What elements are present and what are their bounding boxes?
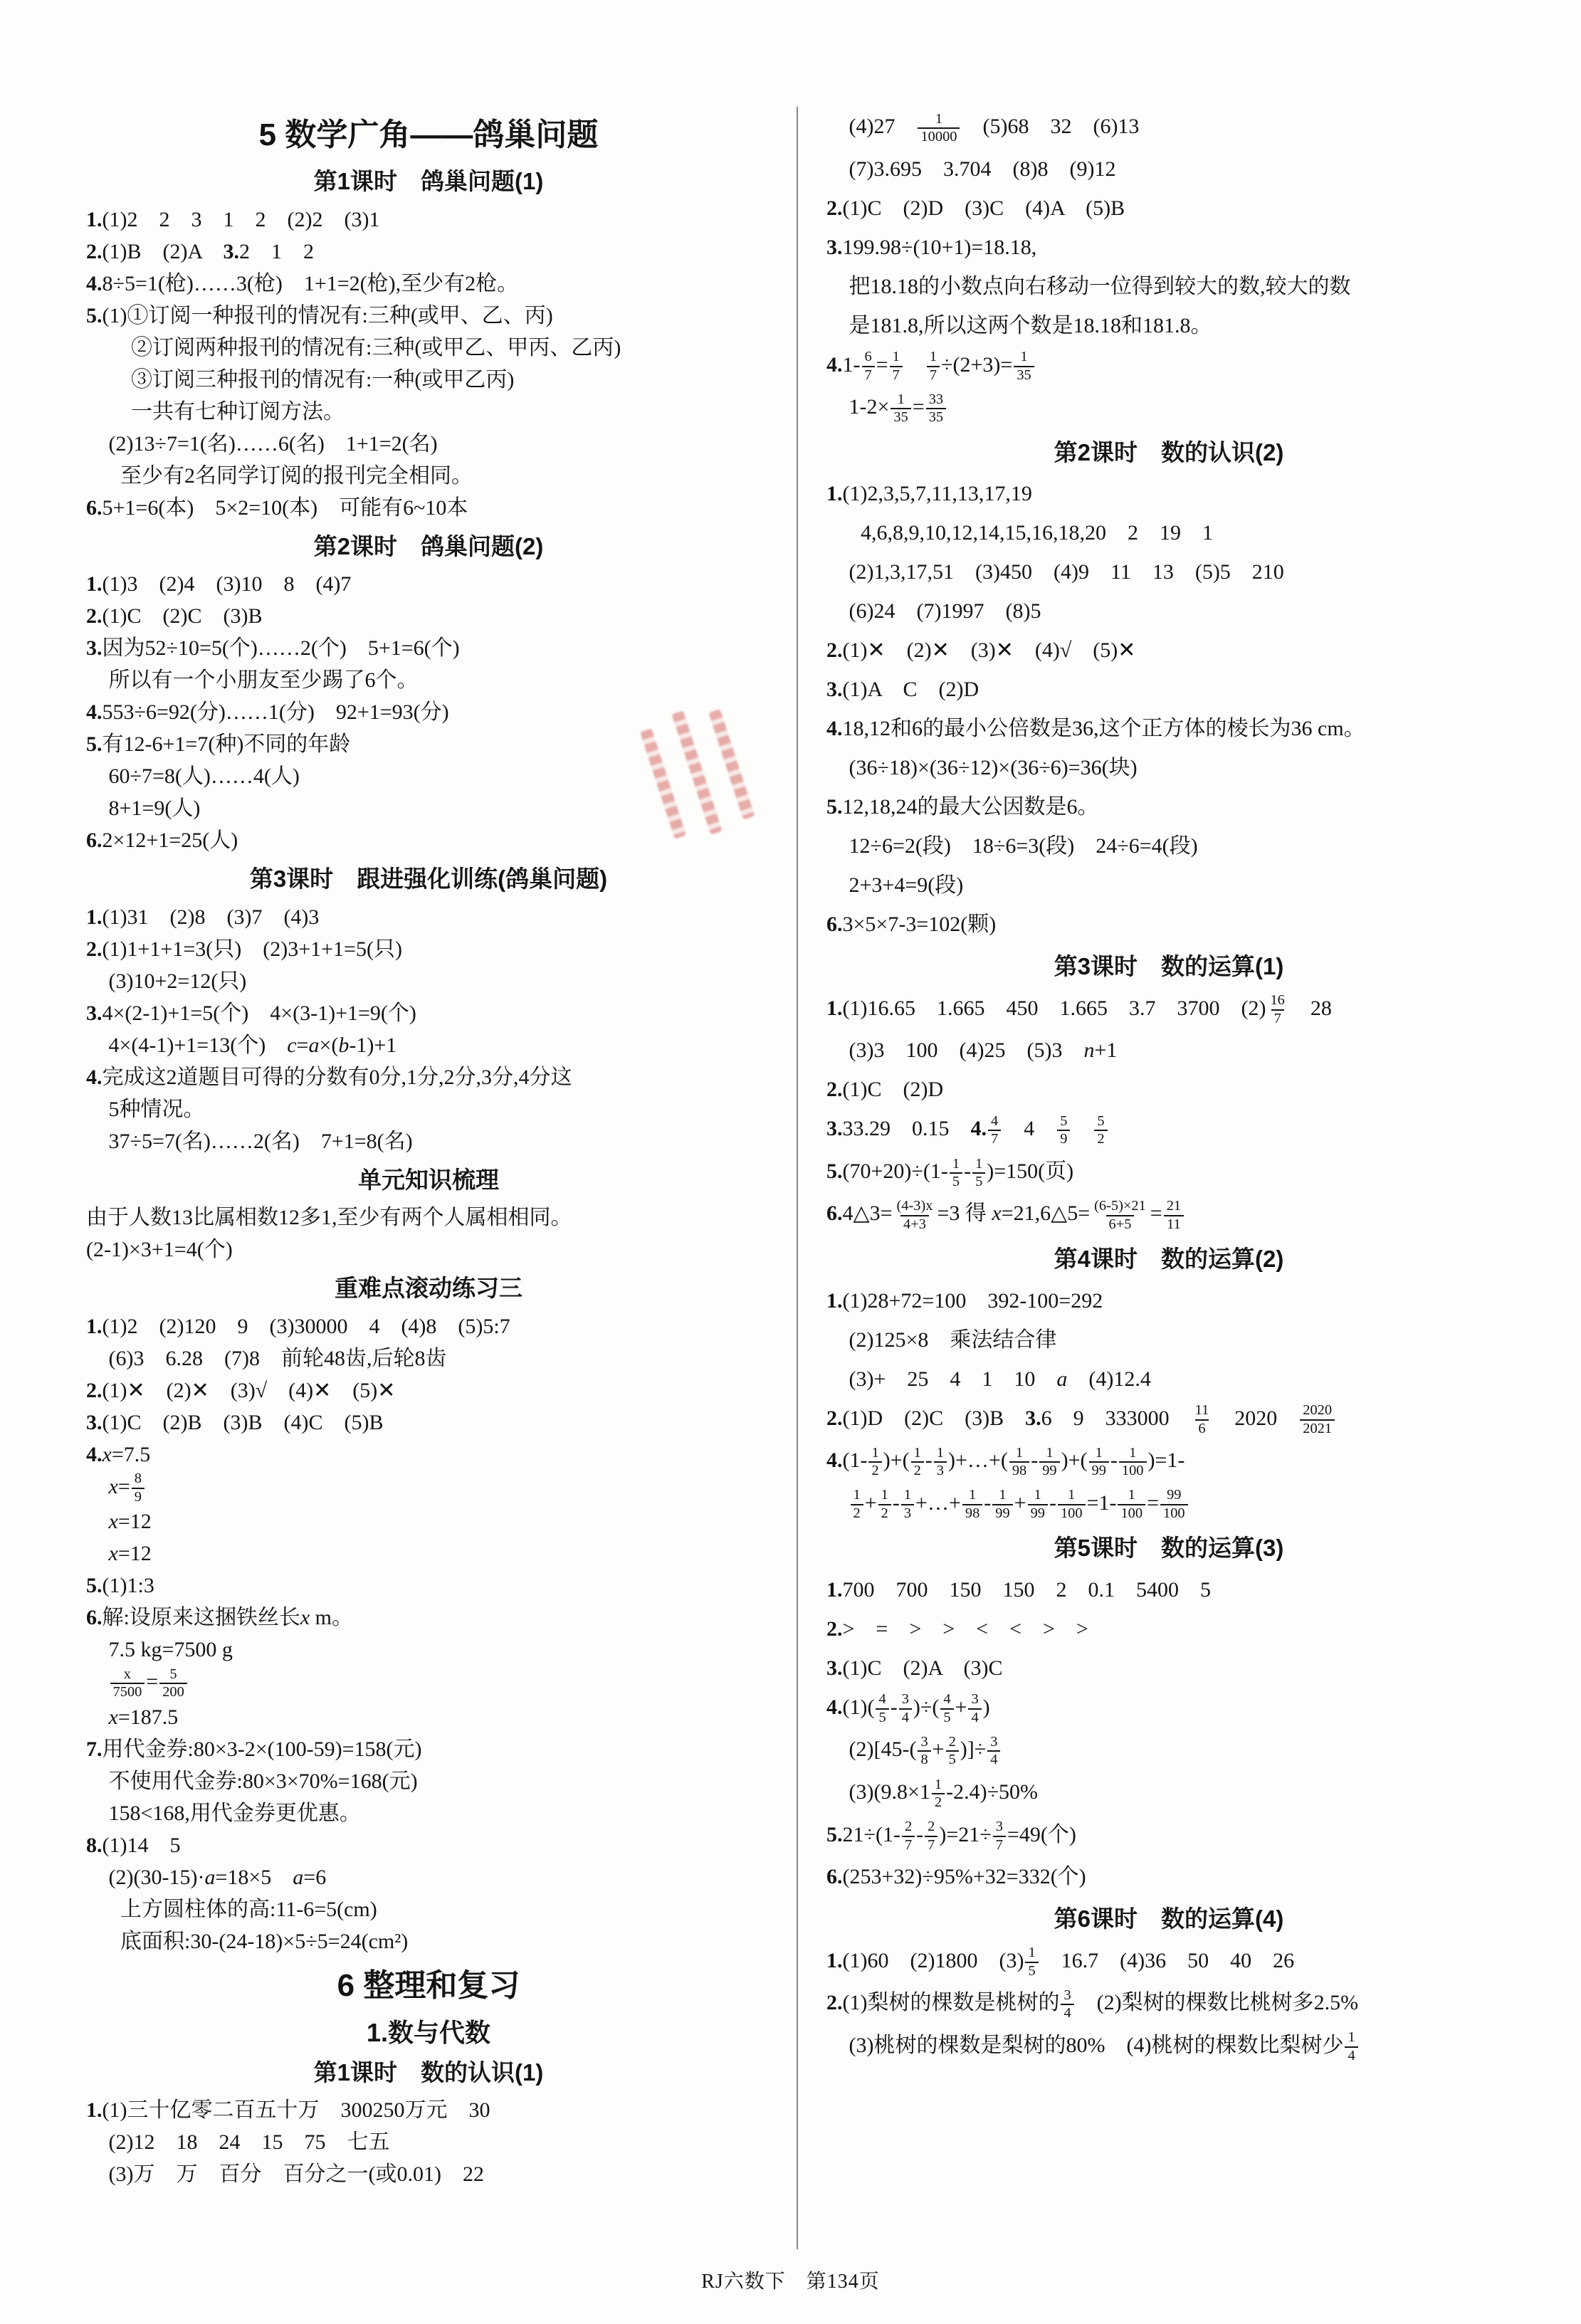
item-number: 1. [86, 207, 103, 231]
item-number: 6. [826, 1202, 843, 1226]
fraction: $\frac{(4-3)x}{4+3}$ [896, 1198, 933, 1232]
answer-line: (2-1)×3+1=4(个) [86, 1238, 233, 1262]
math-variable: x [108, 1705, 118, 1729]
item-number: 6. [86, 1606, 103, 1630]
answer-line: x=187.5 [108, 1705, 179, 1729]
fraction: $\frac{2020}{2021}$ [1300, 1402, 1335, 1437]
answer-line: 8+1=9(人) [108, 796, 201, 821]
item-number: 3. [826, 1117, 843, 1141]
fraction: $\frac{1}{5}$ [950, 1156, 962, 1191]
answer-line: $\frac{1}{2}$ + $\frac{1}{2}$ - $\frac{1}{3}$ +…+ $\frac{1}{98}$ - $\frac{1}{99}$ + $\frac{1}{99}$ - $\frac{1}{100}$ =1- $\frac{1}{100}$ = $\frac{99}{100}$ [826, 1483, 1511, 1526]
fraction: $\frac{1}{100}$ [1119, 1445, 1147, 1480]
fraction: $\frac{1}{35}$ [891, 391, 910, 426]
answer-line: 2.(1)✕ (2)✕ (3)√ (4)✕ (5)✕ [86, 1378, 396, 1402]
section-heading: 重难点滚动练习三 [335, 1275, 522, 1302]
answer-line: 3.(1)C (2)B (3)B (4)C (5)B [86, 1410, 384, 1434]
answer-line: 1.700 700 150 150 2 0.1 5400 5 [826, 1577, 1211, 1602]
math-variable: b [338, 1033, 350, 1057]
section-heading: 第4课时 数的运算(2) [1054, 1246, 1284, 1273]
fraction: $\frac{1}{3}$ [901, 1487, 914, 1522]
section-heading: 第2课时 数的认识(2) [1054, 438, 1284, 466]
fraction: $\frac{4}{5}$ [940, 1691, 953, 1726]
answer-line: 12÷6=2(段) 18÷6=3(段) 24÷6=4(段) [849, 834, 1198, 858]
answer-line: (3)万 万 百分 百分之一(或0.01) 22 [108, 2162, 484, 2187]
section-heading: 第3课时 跟进强化训练(鸽巢问题) [249, 866, 608, 893]
answer-line: 3.(1)C (2)A (3)C [826, 1656, 1003, 1680]
answer-line: 2.(1)B (2)A 3.2 1 2 [86, 239, 314, 263]
fraction: $\frac{1}{3}$ [934, 1445, 947, 1480]
fraction: $\frac{1}{2}$ [932, 1777, 945, 1812]
item-number: 4. [826, 1695, 843, 1719]
answer-line: 4.(1)( $\frac{4}{5}$ - $\frac{3}{4}$ )÷( $\frac{4}{5}$ + $\frac{3}{4}$ ) [826, 1691, 990, 1725]
chapter-heading: 6 整理和复习 [337, 1967, 520, 2003]
item-number: 1. [86, 2098, 103, 2123]
fraction: $\frac{1}{98}$ [1009, 1445, 1029, 1480]
item-number: 4. [86, 1065, 103, 1089]
math-variable: n [1083, 1039, 1095, 1063]
item-number: 1. [826, 482, 843, 506]
fraction: $\frac{3}{4}$ [1061, 1987, 1073, 2022]
answer-line: 4.x=7.5 [86, 1442, 151, 1466]
answer-line: 5.(1)①订阅一种报刊的情况有:三种(或甲、乙、丙) [86, 303, 553, 327]
fraction: $\frac{2}{7}$ [925, 1819, 937, 1854]
item-number: 5. [86, 1574, 103, 1598]
math-variable: c [287, 1033, 297, 1057]
item-number: 1. [86, 1314, 103, 1338]
item-number: 5. [826, 1159, 843, 1183]
fraction: $\frac{1}{7}$ [927, 349, 940, 384]
answer-line: 6.解:设原来这捆铁丝长x m。 [86, 1606, 354, 1630]
answer-line: 所以有一个小朋友至少踢了6个。 [108, 668, 419, 693]
item-number: 2. [86, 239, 103, 263]
item-number: 6. [86, 829, 103, 853]
answer-line: 4.完成这2道题目可得的分数有0分,1分,2分,3分,4分这 [86, 1065, 572, 1089]
section-heading: 第6课时 数的运算(4) [1054, 1905, 1284, 1933]
item-number: 3. [223, 239, 239, 263]
answer-line: 7.5 kg=7500 g [108, 1638, 233, 1662]
column-left [75, 107, 797, 2249]
answer-line: (6)24 (7)1997 (8)5 [849, 599, 1041, 624]
math-variable: x [108, 1474, 118, 1498]
fraction: $\frac{1}{35}$ [1014, 349, 1034, 384]
fraction: $\frac{3}{4}$ [968, 1691, 981, 1726]
fraction: $\frac{5}{200}$ [159, 1666, 187, 1701]
item-number: 2. [86, 604, 103, 629]
fraction: $\frac{(6-5)\times 21}{6+5}$ [1094, 1198, 1146, 1232]
answer-line: 6.2×12+1=25(人) [86, 829, 238, 853]
fraction: $\frac{1}{100}$ [1058, 1487, 1086, 1522]
answer-line: 3.33.29 0.15 4. $\frac{4}{7}$ 4 $\frac{5}{9}$ $\frac{5}{2}$ [826, 1109, 1511, 1152]
item-number: 4. [86, 1442, 103, 1466]
answer-line: 158<168,用代金券更优惠。 [108, 1801, 361, 1825]
answer-line: 5.有12-6+1=7(种)不同的年龄 [86, 732, 351, 757]
fraction: $\frac{1}{2}$ [911, 1445, 924, 1480]
item-number: 1. [86, 572, 103, 596]
fraction: $\frac{1}{5}$ [972, 1156, 985, 1191]
answer-line: (3)3 100 (4)25 (5)3 n+1 [849, 1039, 1118, 1063]
subchapter-heading: 1.数与代数 [366, 2017, 491, 2047]
item-number: 3. [826, 1656, 843, 1680]
fraction: $\frac{21}{11}$ [1164, 1198, 1184, 1233]
fraction: $\frac{1}{2}$ [868, 1445, 881, 1480]
answer-line: 4.18,12和6的最小公倍数是36,这个正方体的棱长为36 cm。 [826, 717, 1365, 741]
answer-line: (7)3.695 3.704 (8)8 (9)12 [849, 157, 1116, 181]
answer-line: 5种情况。 [108, 1097, 205, 1121]
fraction: $\frac{1}{99}$ [1089, 1445, 1109, 1480]
item-number: 6. [826, 913, 843, 937]
section-heading: 第1课时 数的认识(1) [313, 2059, 544, 2086]
fraction: $\frac{4}{7}$ [988, 1113, 1001, 1148]
fraction: $\frac{5}{9}$ [1057, 1113, 1070, 1148]
answer-line: 1.(1)2 (2)120 9 (3)30000 4 (4)8 (5)5:7 [86, 1314, 510, 1338]
item-number: 1. [86, 905, 103, 929]
item-number: 4. [826, 352, 843, 377]
answer-line: 由于人数13比属相数12多1,至少有两个人属相相同。 [86, 1206, 572, 1230]
answer-line: (2)125×8 乘法结合律 [849, 1327, 1057, 1352]
answer-line: 2.> = > > < < > > [826, 1616, 1088, 1641]
item-number: 3. [86, 1410, 103, 1434]
answer-line: 至少有2名同学订阅的报刊完全相同。 [120, 463, 473, 488]
chapter-heading: 5 数学广角——鸽巢问题 [258, 117, 599, 152]
item-number: 3. [86, 636, 103, 661]
page-content [75, 107, 1518, 2249]
answer-line: 1.(1)2,3,5,7,11,13,17,19 [826, 482, 1032, 506]
answer-line: 2.(1)C (2)C (3)B [86, 604, 263, 629]
fraction: $\frac{6}{7}$ [862, 349, 875, 384]
answer-line: 2.(1)梨树的棵数是桃树的 $\frac{3}{4}$ (2)梨树的棵数比桃树多2.5% [826, 1987, 1359, 2021]
math-variable: a [293, 1865, 304, 1889]
answer-line: 5.12,18,24的最大公因数是6。 [826, 795, 1099, 819]
item-number: 4. [86, 271, 103, 295]
answer-line: 是181.8,所以这两个数是18.18和181.8。 [849, 313, 1212, 337]
section-heading: 第1课时 鸽巢问题(1) [313, 168, 544, 194]
item-number: 4. [826, 1448, 843, 1473]
item-number: 2. [826, 1991, 843, 2015]
fraction: $\frac{2}{5}$ [946, 1734, 959, 1769]
page-footer: RJ六数下 第134页 [701, 2271, 880, 2293]
item-number: 6. [86, 495, 103, 520]
answer-line: 3.(1)A C (2)D [826, 678, 979, 702]
answer-line: 2.(1)✕ (2)✕ (3)✕ (4)√ (5)✕ [826, 638, 1136, 663]
answer-line: 上方圆柱体的高:11-6=5(cm) [120, 1897, 377, 1921]
item-number: 2. [86, 1378, 103, 1402]
answer-line: 37÷5=7(名)……2(名) 7+1=8(名) [108, 1129, 413, 1153]
answer-line: (6)3 6.28 (7)8 前轮48齿,后轮8齿 [108, 1346, 447, 1370]
fraction: $\frac{1}{98}$ [962, 1487, 982, 1522]
answer-line: 底面积:30-(24-18)×5÷5=24(cm²) [120, 1929, 409, 1953]
math-variable: a [1056, 1367, 1068, 1391]
answer-line: (2)(30-15)·a=18×5 a=6 [108, 1865, 327, 1889]
item-number: 2. [826, 638, 843, 663]
answer-line: (2)1,3,17,51 (3)450 (4)9 11 13 (5)5 210 [849, 560, 1284, 584]
answer-line: 6.3×5×7-3=102(颗) [826, 913, 997, 937]
answer-line: 2.(1)1+1+1=3(只) (2)3+1+1=5(只) [86, 937, 402, 961]
item-number: 5. [86, 732, 103, 757]
section-heading: 第2课时 鸽巢问题(2) [313, 532, 544, 559]
fraction: $\frac{3}{8}$ [918, 1734, 930, 1769]
answer-line: 4.553÷6=92(分)……1(分) 92+1=93(分) [86, 700, 449, 725]
answer-line: 3.因为52÷10=5(个)……2(个) 5+1=6(个) [86, 636, 460, 661]
answer-line: x= $\frac{8}{9}$ [86, 1471, 771, 1506]
answer-line: 1.(1)2 2 3 1 2 (2)2 (3)1 [86, 207, 380, 231]
answer-line: 2+3+4=9(段) [849, 873, 964, 898]
answer-line: 1.(1)三十亿零二百五十万 300250万元 30 [86, 2098, 490, 2123]
fraction: $\frac{1}{99}$ [992, 1487, 1012, 1522]
fraction: $\frac{4}{5}$ [876, 1691, 888, 1726]
item-number: 4. [826, 717, 843, 741]
answer-line: 一共有七种订阅方法。 [131, 399, 345, 424]
answer-line: 把18.18的小数点向右移动一位得到较大的数,较大的数 [849, 274, 1351, 298]
answer-line: 2.(1)D (2)C (3)B 3.6 9 333000 $\frac{11}{6}$ 2020 $\frac{2020}{2021}$ [826, 1399, 1511, 1441]
answer-line: (36÷18)×(36÷12)×(36÷6)=36(块) [849, 756, 1138, 780]
fraction: $\frac{1}{99}$ [1039, 1445, 1059, 1480]
item-number: 4. [970, 1117, 987, 1141]
item-number: 3. [826, 235, 843, 259]
answer-line: x=12 [108, 1510, 152, 1534]
answer-line: $\frac{x}{7500}$ = $\frac{5}{200}$ [86, 1666, 771, 1701]
item-number: 3. [1025, 1406, 1041, 1430]
item-number: 8. [86, 1833, 103, 1857]
answer-line: 2.(1)C (2)D (3)C (4)A (5)B [826, 196, 1125, 220]
answer-line: 4.1- $\frac{6}{7}$ = $\frac{1}{7}$ $\frac{1}{7}$ ÷(2+3)= $\frac{1}{35}$ [826, 345, 1511, 388]
fraction: $\frac{x}{7500}$ [110, 1666, 145, 1701]
answer-line: 5.(70+20)÷(1- $\frac{1}{5}$ - $\frac{1}{5}$ )=150(页) [826, 1155, 1074, 1190]
answer-line: ③订阅三种报刊的情况有:一种(或甲乙丙) [131, 367, 515, 391]
math-variable: x [992, 1202, 1002, 1226]
math-variable: a [308, 1033, 320, 1057]
fraction: $\frac{3}{7}$ [993, 1819, 1006, 1854]
fraction: $\frac{99}{100}$ [1160, 1487, 1188, 1522]
item-number: 2. [826, 196, 843, 220]
item-number: 2. [86, 937, 103, 961]
fraction: $\frac{1}{5}$ [1025, 1945, 1038, 1979]
column-right [798, 107, 1518, 2249]
fraction: $\frac{33}{35}$ [926, 391, 946, 426]
math-variable: x [102, 1442, 112, 1466]
item-number: 5. [826, 795, 843, 819]
answer-line: (2)12 18 24 15 75 七五 [108, 2130, 390, 2155]
answer-line: 6.4△3= $\frac{(4-3)x}{4+3}$ =3 得 x=21,6△5= $\frac{(6-5)\times 21}{6+5}$ = $\frac{21}{11}$ [826, 1194, 1511, 1236]
answer-line: 3.4×(2-1)+1=5(个) 4×(3-1)+1=9(个) [86, 1001, 416, 1025]
item-number: 3. [86, 1001, 103, 1025]
fraction: $\frac{1}{10000}$ [918, 111, 960, 146]
answer-line: (3)桃树的棵数是梨树的80% (4)桃树的棵数比梨树少 $\frac{1}{4}$ [826, 2026, 1511, 2068]
answer-line: 7.用代金券:80×3-2×(100-59)=158(元) [86, 1737, 422, 1761]
math-variable: a [204, 1865, 216, 1889]
answer-line: ②订阅两种报刊的情况有:三种(或甲乙、甲丙、乙丙) [131, 335, 621, 359]
fraction: $\frac{8}{9}$ [132, 1471, 145, 1505]
fraction: $\frac{1}{99}$ [1028, 1487, 1048, 1522]
answer-line: (3)(9.8×1 $\frac{1}{2}$ -2.4)÷50% [849, 1776, 1039, 1811]
answer-line: 1.(1)28+72=100 392-100=292 [826, 1288, 1103, 1313]
item-number: 5. [826, 1822, 843, 1846]
answer-line: 1.(1)3 (2)4 (3)10 8 (4)7 [86, 572, 352, 596]
fraction: $\frac{3}{4}$ [987, 1734, 1000, 1769]
answer-line: 5.(1)1:3 [86, 1574, 154, 1598]
item-number: 5. [86, 303, 103, 327]
answer-line: 6.5+1=6(本) 5×2=10(本) 可能有6~10本 [86, 495, 468, 520]
answer-line: 4.8÷5=1(枪)……3(枪) 1+1=2(枪),至少有2枪。 [86, 271, 519, 295]
item-number: 1. [826, 1577, 843, 1602]
math-variable: x [108, 1542, 118, 1566]
answer-line: 1.(1)60 (2)1800 (3) $\frac{1}{5}$ 16.7 (4)36 50 40 26 [826, 1945, 1295, 1979]
answer-line: x=12 [108, 1542, 152, 1566]
math-variable: x [300, 1606, 310, 1630]
answer-line: 4,6,8,9,10,12,14,15,16,18,20 2 19 1 [861, 521, 1213, 545]
item-number: 1. [826, 1948, 843, 1972]
answer-line: 4×(4-1)+1=13(个) c=a×(b-1)+1 [108, 1033, 397, 1057]
item-number: 1. [826, 996, 843, 1020]
answer-line: 4.(1- $\frac{1}{2}$ )+( $\frac{1}{2}$ - $\frac{1}{3}$ )+…+( $\frac{1}{98}$ - $\frac{1}{99}$ )+( $\frac{1}{99}$ - $\frac{1}{100}$ )=1- [826, 1444, 1185, 1479]
item-number: 2. [826, 1078, 843, 1102]
section-heading: 第5课时 数的运算(3) [1054, 1535, 1284, 1562]
answer-line: 8.(1)14 5 [86, 1833, 181, 1857]
answer-line: (2)13÷7=1(名)……6(名) 1+1=2(名) [108, 431, 438, 456]
math-variable: x [108, 1510, 118, 1534]
fraction: $\frac{1}{4}$ [1345, 2029, 1357, 2064]
answer-line: 1.(1)31 (2)8 (3)7 (4)3 [86, 905, 320, 929]
item-number: 1. [826, 1288, 843, 1313]
answer-line: 2.(1)C (2)D [826, 1078, 944, 1102]
fraction: $\frac{1}{2}$ [878, 1487, 891, 1522]
section-heading: 单元知识梳理 [358, 1166, 499, 1193]
item-number: 7. [86, 1737, 103, 1761]
section-heading: 第3课时 数的运算(1) [1054, 953, 1284, 980]
fraction: $\frac{16}{7}$ [1270, 992, 1285, 1026]
item-number: 4. [86, 700, 103, 725]
fraction: $\frac{2}{7}$ [902, 1819, 915, 1854]
answer-line: (3)+ 25 4 1 10 a (4)12.4 [849, 1367, 1151, 1391]
answer-line: 1-2× $\frac{1}{35}$ = $\frac{33}{35}$ [826, 387, 1511, 430]
fraction: $\frac{3}{4}$ [899, 1691, 912, 1726]
item-number: 2. [826, 1616, 843, 1641]
fraction: $\frac{1}{2}$ [851, 1487, 863, 1522]
fraction: $\frac{5}{2}$ [1094, 1113, 1107, 1148]
answer-line: (3)10+2=12(只) [108, 969, 247, 993]
answer-line: (2)[45-( $\frac{3}{8}$ + $\frac{2}{5}$ )]÷ $\frac{3}{4}$ [826, 1730, 1511, 1772]
answer-line: 3.199.98÷(10+1)=18.18, [826, 235, 1037, 259]
fraction: $\frac{1}{7}$ [890, 349, 903, 384]
answer-line: 6.(253+32)÷95%+32=332(个) [826, 1865, 1086, 1889]
item-number: 2. [826, 1406, 843, 1430]
answer-line: 60÷7=8(人)……4(人) [108, 764, 300, 789]
fraction: $\frac{11}{6}$ [1194, 1402, 1209, 1436]
item-number: 3. [826, 678, 843, 702]
answer-line: 不使用代金券:80×3×70%=168(元) [108, 1769, 418, 1793]
answer-line: (4)27 $\frac{1}{10000}$ (5)68 32 (6)13 [849, 110, 1140, 145]
answer-line: 5.21÷(1- $\frac{2}{7}$ - $\frac{2}{7}$ )=21÷ $\frac{3}{7}$ =49(个) [826, 1819, 1076, 1853]
item-number: 6. [826, 1865, 843, 1889]
fraction: $\frac{1}{100}$ [1118, 1487, 1145, 1522]
answer-line: 1.(1)16.65 1.665 450 1.665 3.7 3700 (2) $\frac{16}{7}$ 28 [826, 992, 1332, 1026]
